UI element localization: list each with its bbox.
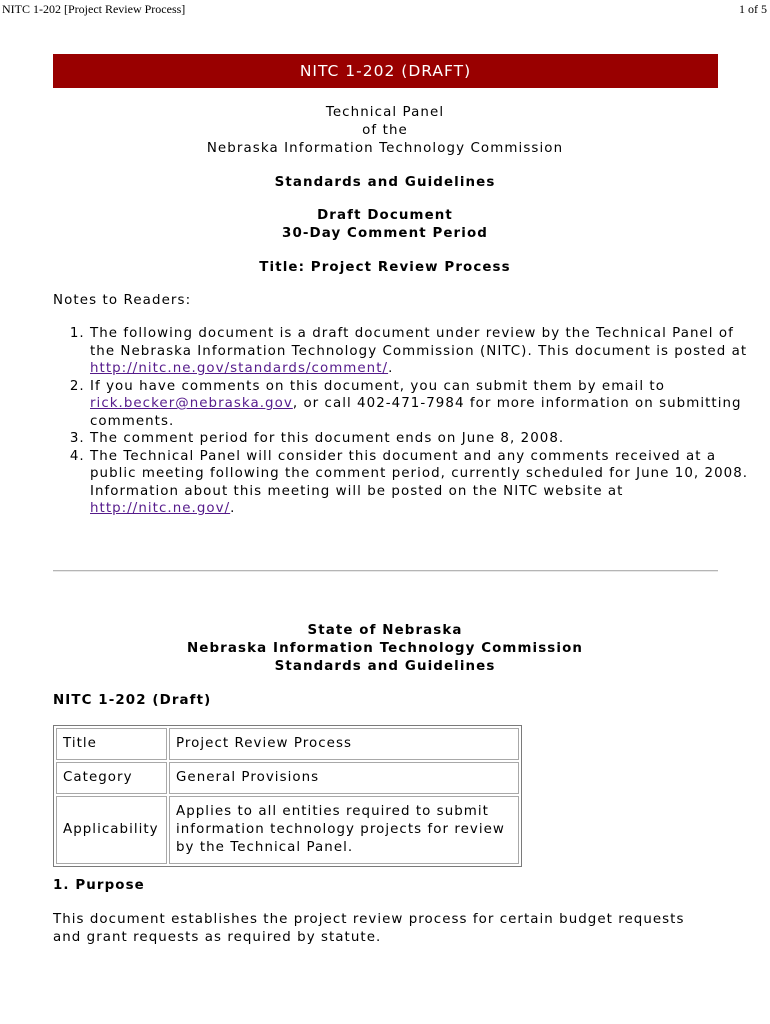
email-link[interactable]: rick.becker@nebraska.gov bbox=[90, 396, 293, 411]
table-value-applicability: Applies to all entities required to submit information technology projects for review by the Technical Panel. bbox=[169, 796, 519, 864]
table-row bbox=[56, 796, 519, 864]
table-row bbox=[56, 762, 519, 794]
note-1-text: The following document is a draft document under review by the Technical Panel of the Nebraska Information Technology Commission (NITC). This document is posted at bbox=[90, 326, 748, 359]
purpose-paragraph: This document establishes the project review process for certain budget requests and grant requests as required by statute. bbox=[53, 912, 685, 945]
running-header bbox=[0, 2, 770, 18]
comment-page-link[interactable]: http://nitc.ne.gov/standards/comment/ bbox=[90, 361, 389, 376]
intro-line-commission: Nebraska Information Technology Commission bbox=[206, 141, 564, 156]
intro-line-technical-panel: Technical Panel bbox=[325, 105, 445, 120]
horizontal-divider bbox=[53, 570, 718, 572]
standards-heading bbox=[0, 174, 770, 192]
notes-list bbox=[53, 325, 750, 518]
section-heading-block bbox=[0, 622, 770, 676]
note-2-end: , or call 402-471-7984 for more information on submitting comments. bbox=[90, 396, 742, 429]
section-standards-label: Standards and Guidelines bbox=[274, 659, 496, 674]
note-4-text: The Technical Panel will consider this document and any comments received at a public meeting following the comment period, currently scheduled for June 10, 2008. Information about this meeting will be posted on the NITC website at bbox=[90, 448, 749, 499]
page-count: 1 of 5 bbox=[739, 2, 767, 16]
section-commission-label: Nebraska Information Technology Commission bbox=[187, 641, 583, 656]
notes-heading: Notes to Readers: bbox=[53, 293, 192, 308]
note-3-text: The comment period for this document ends on June 8, 2008. bbox=[90, 431, 565, 446]
draft-banner: NITC 1-202 (DRAFT) bbox=[53, 54, 718, 88]
nitc-draft-heading: NITC 1-202 (Draft) bbox=[53, 693, 212, 708]
note-item-2 bbox=[90, 378, 750, 431]
table-value-title: Project Review Process bbox=[169, 728, 519, 760]
nitc-website-link[interactable]: http://nitc.ne.gov/ bbox=[90, 501, 231, 516]
running-header-title: NITC 1-202 [Project Review Process] bbox=[2, 2, 186, 16]
note-item-3 bbox=[90, 430, 750, 448]
note-1-end: . bbox=[388, 361, 394, 376]
draft-document-label: Draft Document bbox=[317, 208, 453, 223]
section-state-label: State of Nebraska bbox=[307, 623, 463, 638]
document-title-text: Title: Project Review Process bbox=[259, 260, 511, 275]
note-4-end: . bbox=[230, 501, 236, 516]
table-value-category: General Provisions bbox=[169, 762, 519, 794]
purpose-heading: 1. Purpose bbox=[53, 878, 145, 893]
intro-block bbox=[0, 104, 770, 158]
table-key-title: Title bbox=[56, 728, 167, 760]
comment-period-label: 30-Day Comment Period bbox=[282, 226, 488, 241]
note-2-text: If you have comments on this document, you can submit them by email to bbox=[90, 378, 665, 394]
document-metadata-table bbox=[53, 725, 522, 867]
table-key-category: Category bbox=[56, 762, 167, 794]
standards-label: Standards and Guidelines bbox=[274, 175, 496, 190]
note-item-1 bbox=[90, 325, 750, 378]
draft-block bbox=[0, 207, 770, 243]
note-item-4 bbox=[90, 448, 750, 518]
table-key-applicability: Applicability bbox=[56, 796, 167, 864]
intro-line-of-the: of the bbox=[362, 123, 408, 138]
document-title bbox=[0, 259, 770, 277]
table-row bbox=[56, 728, 519, 760]
